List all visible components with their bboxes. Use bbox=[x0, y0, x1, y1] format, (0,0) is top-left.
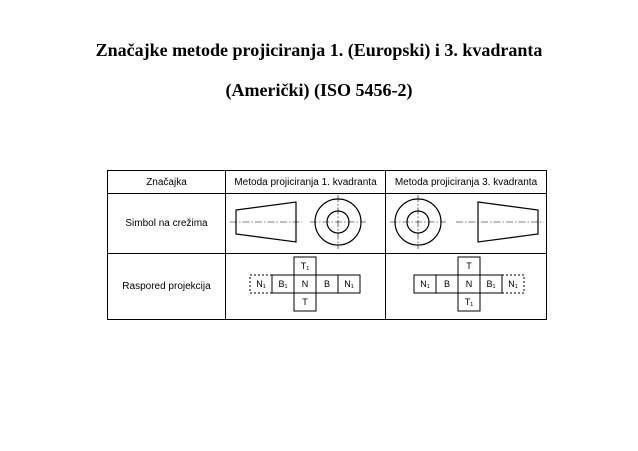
third-angle-layout bbox=[386, 254, 547, 320]
projection-comparison-table bbox=[107, 170, 547, 320]
row-label-layout: Raspored projekcija bbox=[108, 254, 226, 320]
first-angle-cell-2: B₁ bbox=[278, 279, 288, 289]
page-title-line-2: (Američki) (ISO 5456-2) bbox=[225, 80, 413, 100]
third-angle-top-label: T bbox=[466, 261, 472, 271]
first-angle-layout-diagram bbox=[226, 254, 386, 316]
third-angle-cell-5: N₁ bbox=[508, 279, 518, 289]
header-first-angle: Metoda projiciranja 1. kvadranta bbox=[226, 171, 386, 194]
first-angle-symbol bbox=[226, 194, 386, 254]
first-angle-bottom-label: T bbox=[302, 297, 308, 307]
third-angle-layout-diagram bbox=[386, 254, 547, 316]
header-feature: Značajka bbox=[108, 171, 226, 194]
first-angle-cell-5: N₁ bbox=[344, 279, 354, 289]
third-angle-cell-4: B₁ bbox=[486, 279, 496, 289]
first-angle-top-label: T₁ bbox=[300, 261, 310, 271]
third-angle-bottom-label: T₁ bbox=[464, 297, 474, 307]
third-angle-cell-3: N bbox=[465, 279, 473, 289]
first-angle-cell-3: N bbox=[301, 279, 309, 289]
page-title-line-1: Značajke metode projiciranja 1. (Europski) i 3. kvadranta bbox=[95, 40, 543, 60]
table-row-symbol bbox=[108, 194, 547, 254]
third-angle-cell-1: N₁ bbox=[420, 279, 430, 289]
first-angle-cell-4: B bbox=[323, 279, 331, 289]
table-row-layout bbox=[108, 254, 547, 320]
third-angle-symbol-icon bbox=[386, 194, 547, 250]
table-header-row bbox=[108, 171, 547, 194]
first-angle-symbol-icon bbox=[226, 194, 386, 250]
first-angle-cell-1: N₁ bbox=[256, 279, 266, 289]
third-angle-symbol bbox=[386, 194, 547, 254]
header-third-angle: Metoda projiciranja 3. kvadranta bbox=[386, 171, 547, 194]
third-angle-cell-2: B bbox=[443, 279, 451, 289]
first-angle-layout bbox=[226, 254, 386, 320]
row-label-symbol: Simbol na crežima bbox=[108, 194, 226, 254]
